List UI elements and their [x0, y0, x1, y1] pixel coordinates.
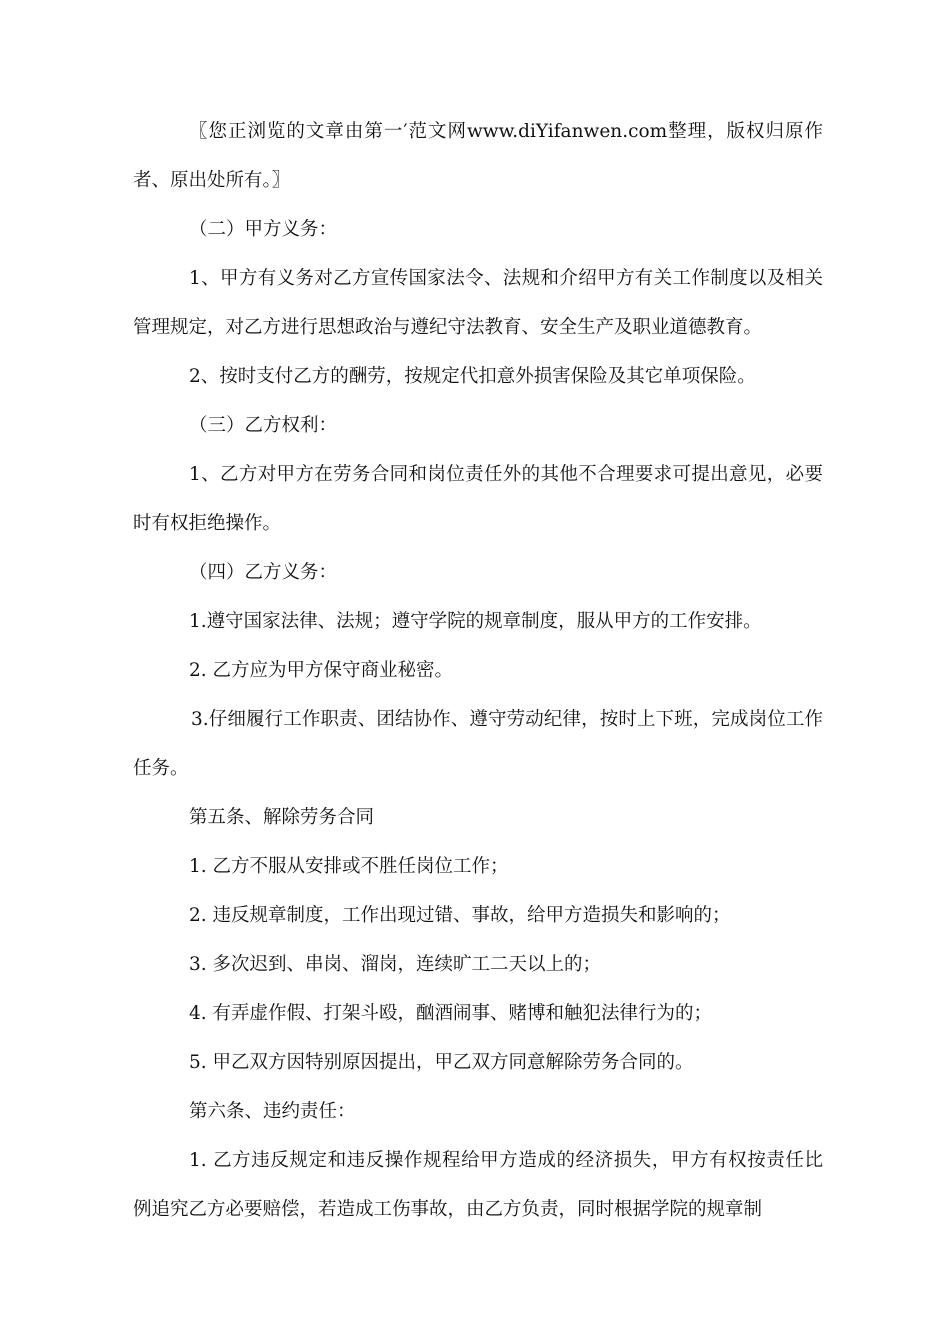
paragraph: 3.仔细履行工作职责、团结协作、遵守劳动纪律，按时上下班，完成岗位工作任务。: [133, 709, 823, 779]
paragraph: 2、按时支付乙方的酬劳，按规定代扣意外损害保险及其它单项保险。: [189, 366, 756, 387]
paragraph: 1. 乙方违反规定和违反操作规程给甲方造成的经济损失，甲方有权按责任比例追究乙方必要赔偿，若造成工伤事故，由乙方负责，同时根据学院的规章制: [133, 1150, 823, 1220]
list-item: 5. 甲乙双方因特别原因提出，甲乙双方同意解除劳务合同的。: [189, 1052, 694, 1073]
copyright-notice: 〖您正浏览的文章由第一′范文网www.diYifanwen.com整理，版权归原作者、原出处所有。〗: [133, 121, 823, 191]
list-item: 2. 违反规章制度，工作出现过错、事故，给甲方造损失和影响的；: [189, 905, 731, 926]
section-heading-party-b-rights: （三）乙方权利：: [189, 415, 338, 436]
article-heading-termination: 第五条、解除劳务合同: [189, 807, 375, 828]
document-body: [133, 107, 823, 1234]
article-heading-liability: 第六条、违约责任：: [189, 1101, 356, 1122]
section-heading-party-b-obligations: （四）乙方义务：: [189, 562, 338, 583]
paragraph: 2. 乙方应为甲方保守商业秘密。: [189, 660, 454, 681]
paragraph: 1、乙方对甲方在劳务合同和岗位责任外的其他不合理要求可提出意见，必要时有权拒绝操作。: [133, 464, 823, 534]
list-item: 1. 乙方不服从安排或不胜任岗位工作；: [189, 856, 509, 877]
section-heading-party-a-obligations: （二）甲方义务：: [189, 219, 338, 240]
list-item: 4. 有弄虚作假、打架斗殴，酗酒闹事、赌博和触犯法律行为的；: [189, 1003, 713, 1024]
paragraph: 1.遵守国家法律、法规；遵守学院的规章制度，服从甲方的工作安排。: [189, 611, 762, 632]
list-item: 3. 多次迟到、串岗、溜岗，连续旷工二天以上的；: [189, 954, 602, 975]
paragraph: 1、甲方有义务对乙方宣传国家法令、法规和介绍甲方有关工作制度以及相关管理规定，对乙方进行思想政治与遵纪守法教育、安全生产及职业道德教育。: [133, 268, 823, 338]
